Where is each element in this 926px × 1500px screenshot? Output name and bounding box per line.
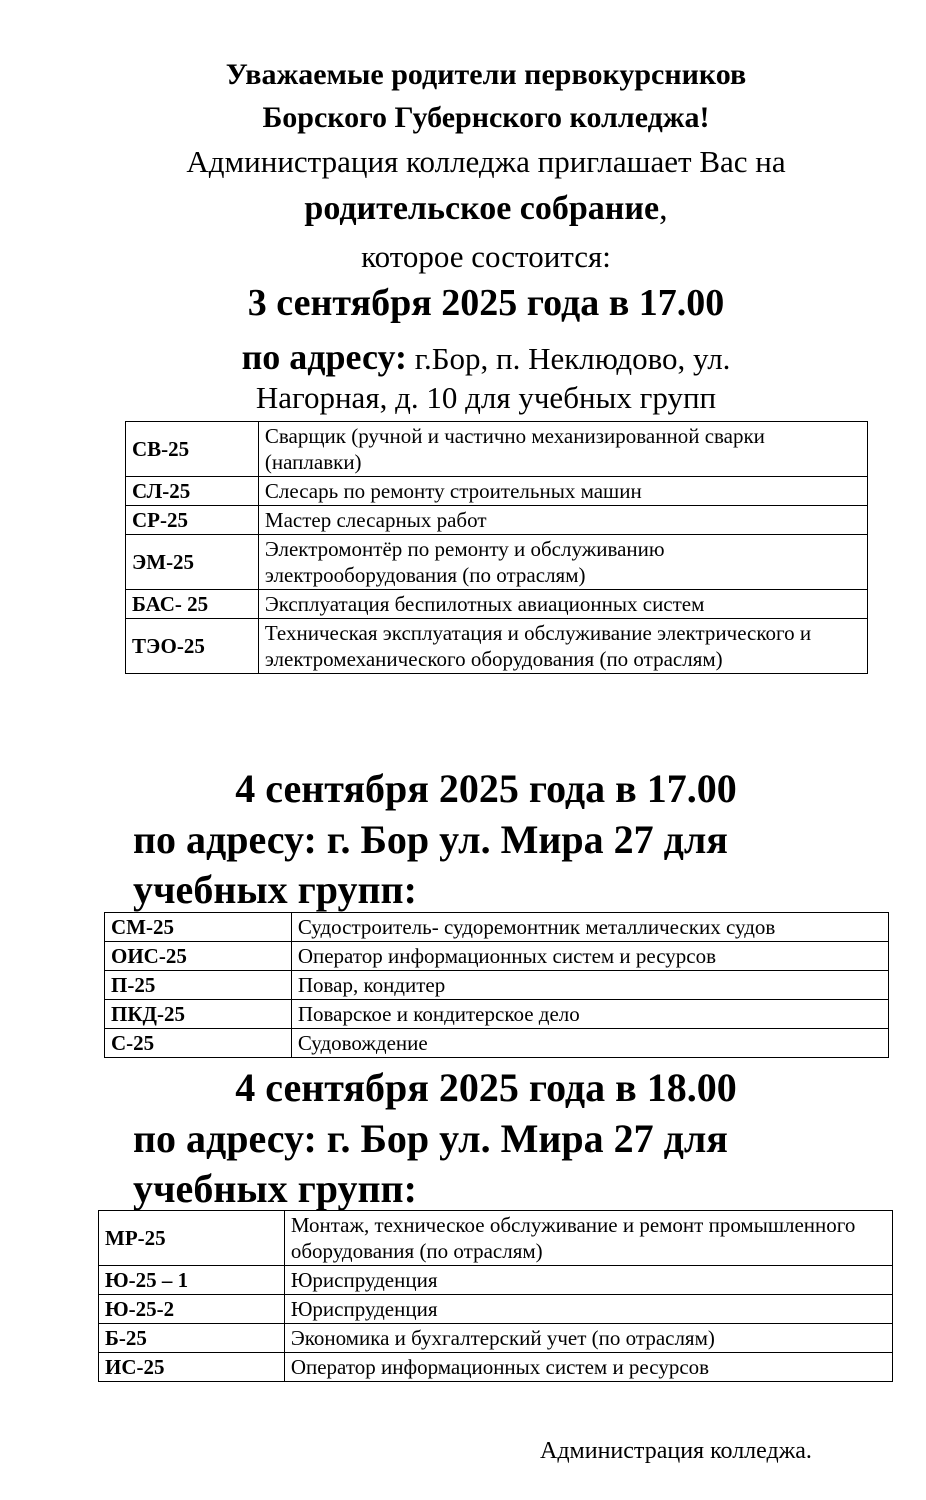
meeting-type-comma: , [659,190,668,227]
meeting1-datetime: 3 сентября 2025 года в 17.00 [247,282,725,324]
group-code: ОИС-25 [105,942,292,971]
group-code: П-25 [105,971,292,1000]
meeting3-address-line2: учебных групп: [133,1166,417,1211]
meeting2-address-line2: учебных групп: [133,867,417,912]
group-code: СР-25 [126,506,259,535]
group-row [126,422,868,477]
group-specialty: Оператор информационных систем и ресурсов [291,942,888,971]
group-specialty: Судостроитель- судоремонтник металлических судов [291,913,888,942]
group-row [126,506,868,535]
meeting1-groups-table [125,421,868,674]
group-specialty: Поварское и кондитерское дело [291,1000,888,1029]
group-specialty: Судовождение [291,1029,888,1058]
group-row [126,477,868,506]
meeting2-datetime: 4 сентября 2025 года в 17.00 [235,766,737,811]
group-row [105,1029,889,1058]
group-code: Ю-25 – 1 [99,1266,285,1295]
group-specialty: Слесарь по ремонту строительных машин [258,477,867,506]
meeting3-address-line1: по адресу: г. Бор ул. Мира 27 для [133,1116,728,1161]
group-specialty: Электромонтёр по ремонту и обслуживанию электрооборудования (по отраслям) [258,535,867,590]
group-code: С-25 [105,1029,292,1058]
group-code: Б-25 [99,1324,285,1353]
group-specialty: Техническая эксплуатация и обслуживание электрического и электромеханического оборудования (по отраслям) [258,619,867,674]
group-row [126,619,868,674]
group-specialty: Оператор информационных систем и ресурсов [284,1353,892,1382]
greeting-line-1: Уважаемые родители первокурсников [225,58,747,91]
meeting1-address-line2: Нагорная, д. 10 для учебных групп [255,380,717,415]
group-code: ЭМ-25 [126,535,259,590]
group-row [99,1211,893,1266]
group-specialty: Эксплуатация беспилотных авиационных систем [258,590,867,619]
meeting-type: родительское собрание [304,190,660,227]
meeting1-address-line1 [46,336,926,378]
group-row [126,590,868,619]
meeting2-address-line1: по адресу: г. Бор ул. Мира 27 для [133,817,728,862]
group-row [126,535,868,590]
group-code: БАС- 25 [126,590,259,619]
group-row [99,1266,893,1295]
group-code: ИС-25 [99,1353,285,1382]
will-take-place-line: которое состоится: [361,239,611,274]
group-code: СМ-25 [105,913,292,942]
group-specialty: Монтаж, техническое обслуживание и ремонт промышленного оборудования (по отраслям) [284,1211,892,1266]
group-row [99,1324,893,1353]
invitation-line: Администрация колледжа приглашает Вас на [186,144,786,179]
group-row [105,971,889,1000]
meeting-type-line [46,190,926,228]
meeting3-datetime: 4 сентября 2025 года в 18.00 [235,1065,737,1110]
group-specialty: Мастер слесарных работ [258,506,867,535]
group-row [105,913,889,942]
group-row [99,1353,893,1382]
meeting3-groups-table [98,1210,893,1382]
group-code: Ю-25-2 [99,1295,285,1324]
group-code: СВ-25 [126,422,259,477]
group-code: ПКД-25 [105,1000,292,1029]
group-specialty: Юриспруденция [284,1266,892,1295]
meeting1-address-label: по адресу: [241,337,407,377]
greeting-line-2: Борского Губернского колледжа! [262,101,710,134]
group-specialty: Юриспруденция [284,1295,892,1324]
meeting2-groups-table [104,912,889,1058]
group-row [105,942,889,971]
group-specialty: Экономика и бухгалтерский учет (по отраслям) [284,1324,892,1353]
group-row [105,1000,889,1029]
signature: Администрация колледжа. [540,1438,812,1464]
meeting1-address-part1: г.Бор, п. Неклюдово, ул. [406,341,731,376]
group-row [99,1295,893,1324]
group-specialty: Повар, кондитер [291,971,888,1000]
group-code: ТЭО-25 [126,619,259,674]
group-specialty: Сварщик (ручной и частично механизированной сварки (наплавки) [258,422,867,477]
group-code: СЛ-25 [126,477,259,506]
group-code: МР-25 [99,1211,285,1266]
